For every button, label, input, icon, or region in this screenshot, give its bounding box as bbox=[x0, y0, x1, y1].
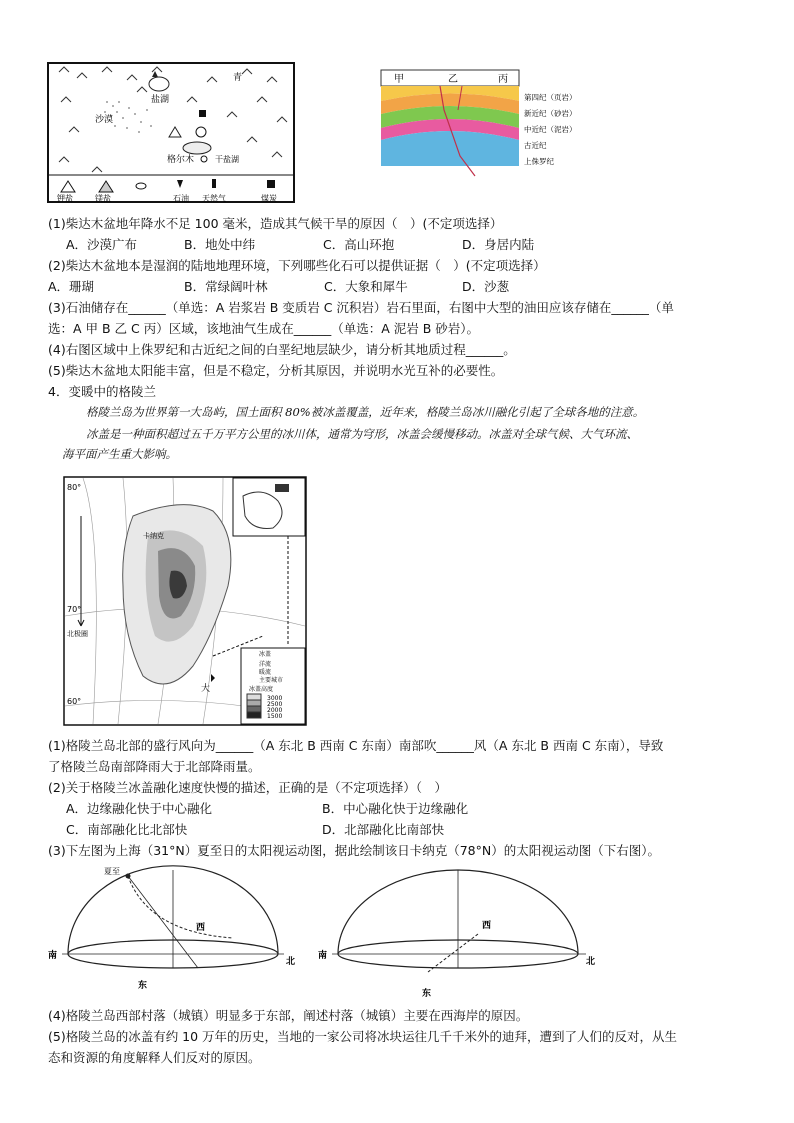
g2-option-c[interactable]: C．南部融化比北部快 bbox=[66, 822, 188, 837]
geologic-cross-section bbox=[380, 66, 580, 178]
left-west-label: 西 bbox=[196, 923, 206, 933]
layer-upper-jurassic: 上侏罗纪 bbox=[524, 157, 554, 166]
layer-neogene: 新近纪（砂岩） bbox=[524, 109, 577, 118]
legend-coal: 煤炭 bbox=[261, 194, 277, 203]
section-4-paragraph-1: 格陵兰岛为世界第一大岛屿，国土面积 80%被冰盖覆盖，近年来，格陵兰岛冰川融化引起了全球各地的注意。 bbox=[86, 405, 645, 419]
salt-lake-label: 盐湖 bbox=[151, 95, 170, 105]
sun-path-left-diagram bbox=[48, 862, 294, 1002]
legend-title: 冰盖 bbox=[259, 651, 272, 658]
left-east-label: 东 bbox=[138, 981, 148, 991]
section-label-jia: 甲 bbox=[394, 74, 404, 85]
arctic-circle-label: 北极圈 bbox=[67, 630, 88, 638]
qaidam-basin-map bbox=[47, 62, 295, 203]
right-east-label: 东 bbox=[422, 989, 432, 999]
greenland-map bbox=[63, 476, 307, 726]
question-2: (2)柴达木盆地本是湿润的陆地地理环境，下列哪些化石可以提供证据（ ）(不定项选择） bbox=[48, 258, 546, 273]
qing-label: 青 bbox=[233, 73, 243, 83]
legend-magnesium: 镁盐 bbox=[95, 194, 111, 203]
lat-70: 70° bbox=[67, 605, 82, 614]
g-question-2-options-row2 bbox=[66, 821, 444, 838]
left-solstice-label: 夏至 bbox=[104, 867, 120, 876]
layer-paleogene: 古近纪 bbox=[524, 141, 547, 150]
legend-gas: 天然气 bbox=[202, 194, 226, 203]
legend-oil: 石油 bbox=[173, 194, 189, 203]
legend-v3: 2000 bbox=[267, 707, 283, 714]
legend-height: 冰盖高度 bbox=[249, 686, 274, 693]
dry-salt-lake-label: 干盐湖 bbox=[215, 155, 239, 164]
question-1-options bbox=[66, 236, 534, 253]
g-question-5-line1: (5)格陵兰岛的冰盖有约 10 万年的历史，当地的一家公司将冰块运往几千千米外的迪拜，遭到了人们的反对，从生 bbox=[48, 1029, 678, 1044]
q1-option-b[interactable]: B．地处中纬 bbox=[184, 237, 256, 252]
legend-city: 主要城市 bbox=[259, 677, 284, 684]
g2-option-b[interactable]: B．中心融化快于边缘融化 bbox=[322, 801, 469, 816]
q2-option-c[interactable]: C．大象和犀牛 bbox=[324, 279, 408, 294]
lat-80: 80° bbox=[67, 483, 82, 492]
legend-v1: 3000 bbox=[267, 695, 283, 702]
g-question-4: (4)格陵兰岛西部村落（城镇）明显多于东部，阐述村落（城镇）主要在西海岸的原因。 bbox=[48, 1008, 529, 1023]
question-4: (4)右图区域中上侏罗纪和古近纪之间的白垩纪地层缺少，请分析其地质过程______。 bbox=[48, 342, 516, 357]
section-4-title: 4．变暖中的格陵兰 bbox=[48, 384, 156, 399]
golmud-label: 格尔木 bbox=[167, 155, 195, 165]
lat-60: 60° bbox=[67, 697, 82, 706]
section-label-yi: 乙 bbox=[448, 74, 458, 85]
legend-warm: 暖流 bbox=[259, 669, 272, 676]
section-4-paragraph-2b: 海平面产生重大影响。 bbox=[62, 447, 177, 461]
q1-option-a[interactable]: A．沙漠广布 bbox=[66, 237, 138, 252]
q2-option-d[interactable]: D．沙葱 bbox=[462, 279, 510, 294]
right-south-label: 南 bbox=[318, 951, 328, 961]
right-north-label: 北 bbox=[586, 957, 596, 967]
g-question-3: (3)下左图为上海（31°N）夏至日的太阳视运动图，据此绘制该日卡纳克（78°N）的太阳视运动图（下右图）。 bbox=[48, 843, 660, 858]
legend-current: 洋流 bbox=[259, 661, 272, 668]
sun-path-right-diagram bbox=[318, 862, 604, 1002]
legend-v2: 2500 bbox=[267, 701, 283, 708]
g-question-5-line2: 态和资源的角度解释人们反对的原因。 bbox=[48, 1050, 261, 1065]
layer-quaternary: 第四纪（页岩） bbox=[524, 93, 577, 102]
g-question-1-line1: (1)格陵兰岛北部的盛行风向为______（A 东北 B 西南 C 东南）南部吹______风（A 东北 B 西南 C 东南），导致 bbox=[48, 738, 664, 753]
section-4-paragraph-2a: 冰盖是一种面积超过五千万平方公里的冰川体，通常为穹形，冰盖会缓慢移动。冰盖对全球气候、大气环流、 bbox=[86, 427, 638, 441]
question-5: (5)柴达木盆地太阳能丰富，但是不稳定，分析其原因，并说明水光互补的必要性。 bbox=[48, 363, 504, 378]
section-label-bing: 丙 bbox=[498, 74, 508, 85]
q1-option-c[interactable]: C．高山环抱 bbox=[323, 237, 395, 252]
left-north-label: 北 bbox=[286, 957, 296, 967]
q2-option-a[interactable]: A．珊瑚 bbox=[48, 279, 95, 294]
g-question-2: (2)关于格陵兰冰盖融化速度快慢的描述，正确的是（不定项选择）（ ） bbox=[48, 780, 447, 795]
g2-option-d[interactable]: D．北部融化比南部快 bbox=[322, 822, 445, 837]
desert-label: 沙漠 bbox=[95, 115, 114, 125]
question-1: (1)柴达木盆地年降水不足 100 毫米，造成其气候干旱的原因（ ）(不定项选择） bbox=[48, 216, 503, 231]
legend-potash: 钾盐 bbox=[57, 194, 73, 203]
town-label: 卡纳克 bbox=[143, 532, 164, 540]
q1-option-d[interactable]: D．身居内陆 bbox=[462, 237, 535, 252]
right-west-label: 西 bbox=[482, 921, 492, 931]
question-3-line2: 选：A 甲 B 乙 C 丙）区域，该地油气生成在______（单选：A 泥岩 B 砂岩）。 bbox=[48, 321, 480, 336]
legend-v4: 1500 bbox=[267, 713, 283, 720]
left-south-label: 南 bbox=[48, 951, 58, 961]
question-3-line1: (3)石油储存在______（单选：A 岩浆岩 B 变质岩 C 沉积岩）岩石里面，右图中大型的油田应该存储在______（单 bbox=[48, 300, 674, 315]
question-2-options bbox=[48, 278, 509, 295]
layer-mid: 中近纪（泥岩） bbox=[524, 125, 577, 134]
ocean-label: 大 bbox=[201, 684, 211, 694]
q2-option-b[interactable]: B．常绿阔叶林 bbox=[184, 279, 268, 294]
g2-option-a[interactable]: A．边缘融化快于中心融化 bbox=[66, 801, 213, 816]
g-question-2-options-row1 bbox=[66, 800, 468, 817]
g-question-1-line2: 了格陵兰岛南部降雨大于北部降雨量。 bbox=[48, 759, 261, 774]
